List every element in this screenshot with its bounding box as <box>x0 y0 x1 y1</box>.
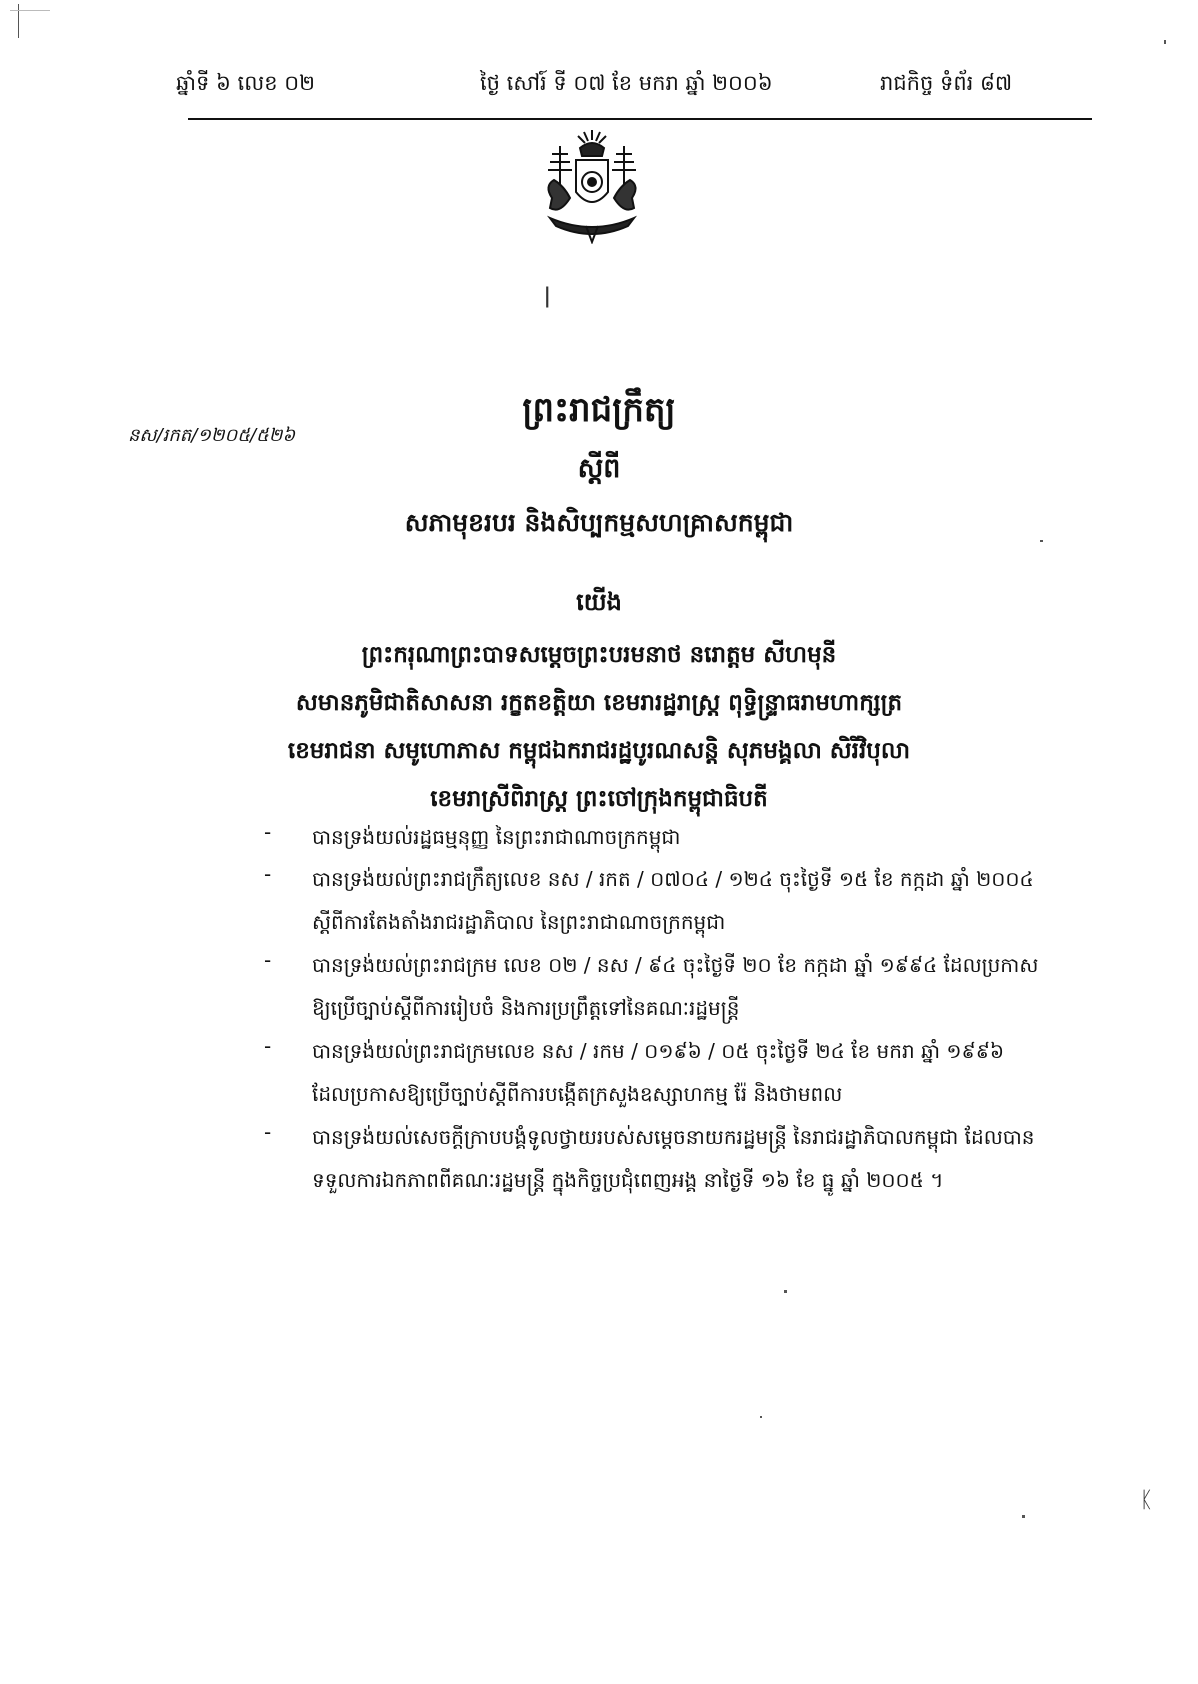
we-label: យើង <box>576 588 622 616</box>
consideration-line: បានទ្រង់យល់ព្រះរាជក្រមលេខ នស / រកម / ០១៩៦ / ០៥ ចុះថ្ងៃទី ២៤ ខែ មករា ឆ្នាំ ១៩៩៦ <box>312 1039 1005 1063</box>
consideration-line: បានទ្រង់យល់ព្រះរាជក្រម លេខ ០២ / នស / ៩៤ ចុះថ្ងៃទី ២០ ខែ កក្កដា ឆ្នាំ ១៩៩៤ ដែលប្រកាស <box>312 953 1039 977</box>
about-label: ស្ដីពី <box>577 453 621 484</box>
consideration-line: បានទ្រង់យល់ព្រះរាជក្រឹត្យលេខ នស / រកត / ០៧០៤ / ១២៤ ចុះថ្ងៃទី ១៥ ខែ កក្កដា ឆ្នាំ ២០០៤ <box>312 867 1034 891</box>
scan-speck <box>1040 540 1043 542</box>
consideration-line: បានទ្រង់យល់សេចក្ដីក្រាបបង្គំទូលថ្វាយរបស់សម្ដេចនាយករដ្ឋមន្ត្រី នៃរាជរដ្ឋាភិបាលកម្ពុជា ដែលបាន <box>312 1125 1035 1149</box>
scan-speck <box>1022 1515 1025 1518</box>
scan-speck <box>784 1290 787 1293</box>
king-title-line: ព្រះករុណាព្រះបាទសម្ដេចព្រះបរមនាថ នរោត្តម សីហមុនី <box>361 642 837 668</box>
list-dash: - <box>264 1034 272 1058</box>
list-dash: - <box>264 862 272 886</box>
gazette-date: ថ្ងៃ សៅរ៍ ទី ០៧ ខែ មករា ឆ្នាំ ២០០៦ <box>480 71 773 95</box>
consideration-item <box>264 1034 1116 1120</box>
consideration-line: ទទួលការឯកភាពពីគណៈរដ្ឋមន្ត្រី ក្នុងកិច្ចប្រជុំពេញអង្គ នាថ្ងៃទី ១៦ ខែ ធ្នូ ឆ្នាំ ២០០៥ ។ <box>312 1168 944 1192</box>
consideration-line: ស្ដីពីការតែងតាំងរាជរដ្ឋាភិបាល នៃព្រះរាជាណាចក្រកម្ពុជា <box>312 910 726 934</box>
reference-number: នស/រកត/១២០៥/៥២៦ <box>128 425 296 446</box>
list-dash: - <box>264 820 272 844</box>
consideration-line: បានទ្រង់យល់រដ្ឋធម្មនុញ្ញ នៃព្រះរាជាណាចក្រកម្ពុជា <box>312 825 681 849</box>
gazette-page: រាជកិច្ច ទំព័រ ៨៧ <box>880 71 1013 95</box>
scan-speck <box>760 1416 762 1418</box>
king-title-line: សមានភូមិជាតិសាសនា រក្ខតខត្តិយា ខេមរារដ្ឋរាស្ត្រ ពុទ្ធិន្ទ្រាធរាមហាក្សត្រ <box>295 690 903 716</box>
decree-subject: សភាមុខរបរ និងសិប្បកម្មសហគ្រាសកម្ពុជា <box>404 508 794 537</box>
consideration-item <box>264 820 1116 863</box>
list-dash: - <box>264 948 272 972</box>
list-dash: - <box>264 1120 272 1144</box>
scan-speck <box>1164 40 1166 44</box>
royal-coat-of-arms-icon <box>530 126 655 244</box>
consideration-item <box>264 1120 1116 1206</box>
document-title: ព្រះរាជក្រឹត្យ <box>522 390 676 430</box>
king-title-line: ខេមរាស្រីពិរាស្ត្រ ព្រះចៅក្រុងកម្ពុជាធិបតី <box>430 786 768 812</box>
consideration-line: ដែលប្រកាសឱ្យប្រើច្បាប់ស្ដីពីការបង្កើតក្រសួងឧស្សាហកម្ម រ៉ែ និងថាមពល <box>312 1082 843 1106</box>
king-title-line: ខេមរាជនា សមូហោភាស កម្ពុជឯករាជរដ្ឋបូរណសន្តិ សុភមង្គលា សិរីវិបុលា <box>287 738 911 764</box>
header-rule <box>188 118 1092 120</box>
consideration-line: ឱ្យប្រើច្បាប់ស្ដីពីការរៀបចំ និងការប្រព្រឹត្តទៅនៃគណៈរដ្ឋមន្ត្រី <box>312 996 740 1020</box>
consideration-item <box>264 862 1116 948</box>
scan-edge-line <box>10 10 50 11</box>
gazette-issue: ឆ្នាំទី ៦ លេខ ០២ <box>176 71 315 95</box>
consideration-item <box>264 948 1116 1034</box>
scan-mark: ǀ <box>544 284 551 309</box>
page-corner-mark: ᛕ <box>1140 1488 1154 1513</box>
